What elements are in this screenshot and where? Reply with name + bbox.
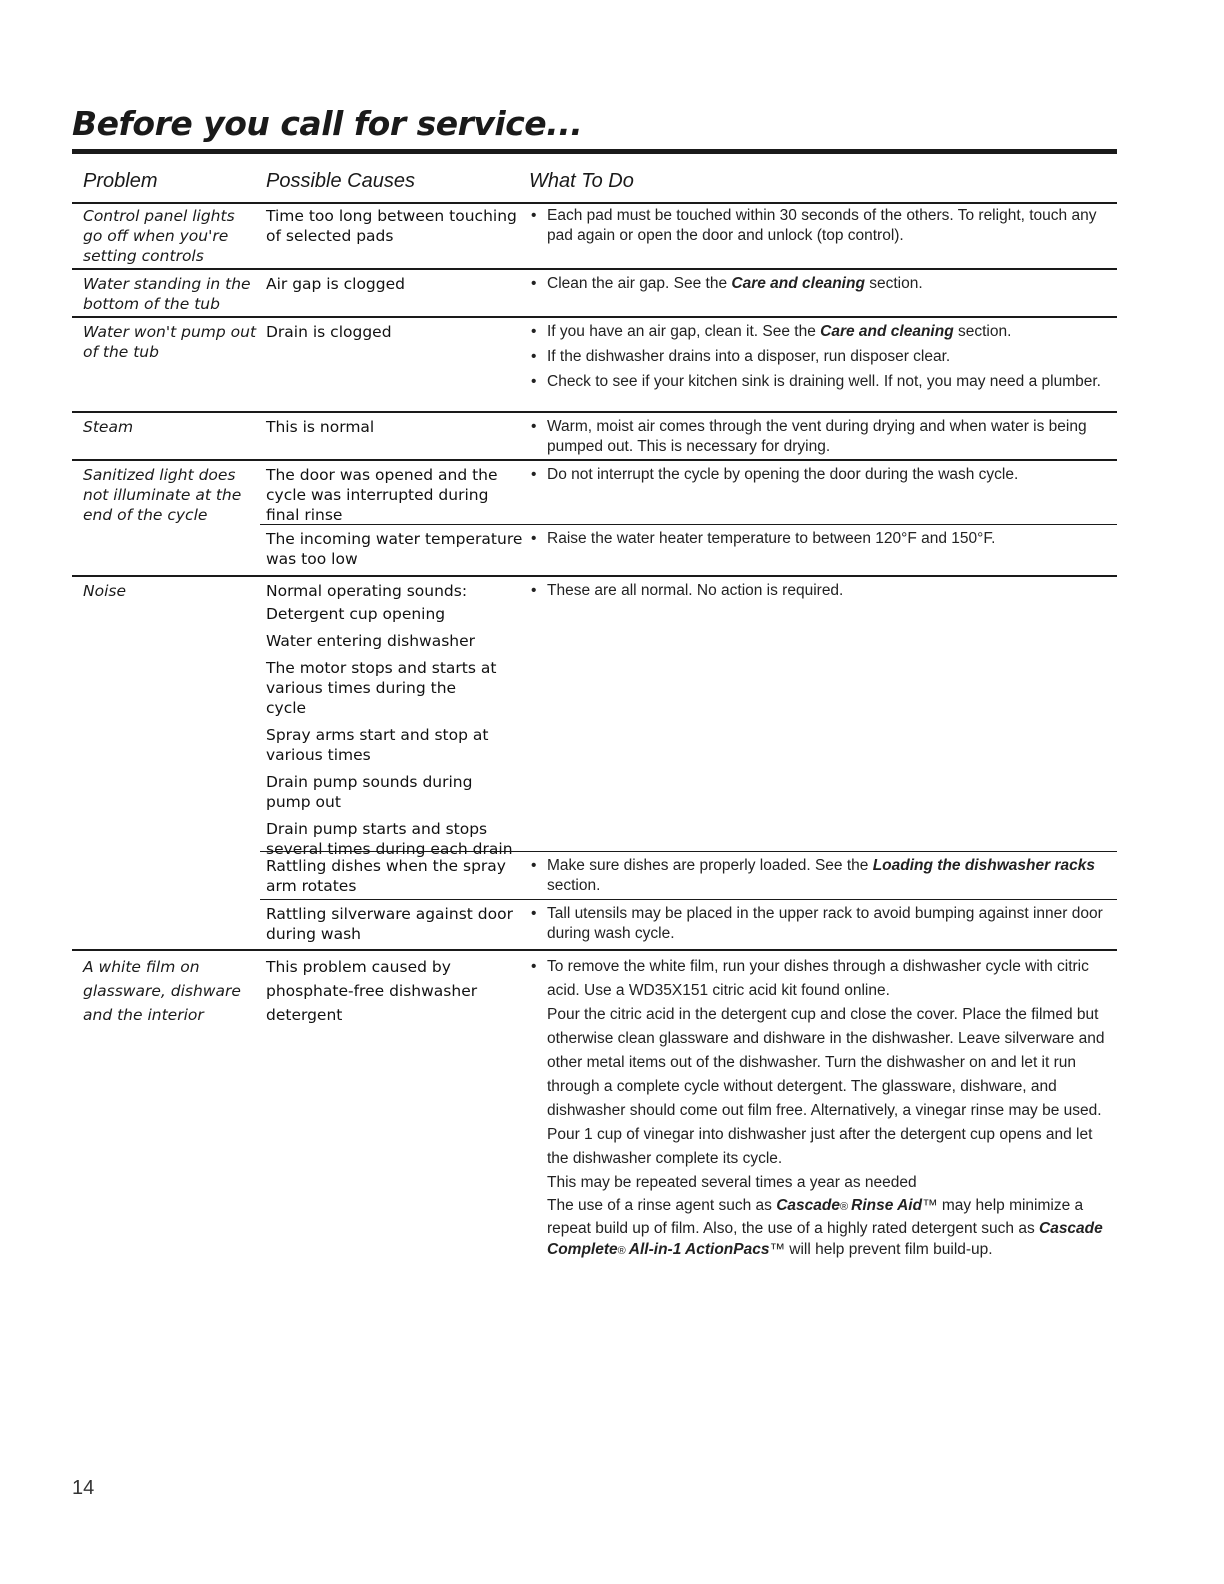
cause-cell: Rattling dishes when the spray arm rotates bbox=[266, 857, 506, 895]
cause-cell bbox=[266, 581, 526, 866]
todo-item: • If the dishwasher drains into a disposer, run disposer clear. bbox=[529, 347, 1117, 367]
header-what-to-do: What To Do bbox=[529, 170, 634, 192]
todo-text: ™ may help minimize a repeat build up of film. Also, the use of a highly rated detergent such as bbox=[547, 1197, 1084, 1237]
todo-cell bbox=[529, 955, 1117, 1266]
cause-item: Drain pump starts and stops several times during each drain bbox=[266, 820, 513, 858]
header-problem: Problem bbox=[83, 170, 158, 192]
problem-cell: Noise bbox=[83, 582, 126, 600]
todo-item: • Warm, moist air comes through the vent during drying and when water is being pumped out. This is necessary for drying. bbox=[529, 417, 1117, 457]
todo-cell bbox=[529, 206, 1117, 251]
todo-item: • Tall utensils may be placed in the upper rack to avoid bumping against inner door during wash cycle. bbox=[529, 904, 1117, 944]
table-row bbox=[72, 270, 1117, 318]
todo-cell bbox=[529, 904, 1117, 949]
problem-cell: Steam bbox=[83, 418, 134, 436]
problem-cell: Water standing in the bottom of the tub bbox=[83, 275, 251, 313]
todo-emphasis: Care and cleaning bbox=[731, 275, 865, 292]
cause-cell: The incoming water temperature was too low bbox=[266, 530, 523, 568]
page-number: 14 bbox=[72, 1477, 95, 1499]
todo-item: • To remove the white film, run your dishes through a dishwasher cycle with citric acid. Use a WD35X151 citric acid kit found online. bbox=[529, 955, 1117, 1003]
todo-emphasis: Loading the dishwasher racks bbox=[872, 857, 1095, 874]
table-header bbox=[72, 170, 1117, 204]
todo-paragraph: This may be repeated several times a year as needed bbox=[547, 1174, 917, 1191]
todo-text: section. bbox=[953, 323, 1012, 340]
todo-emphasis: Care and cleaning bbox=[820, 323, 954, 340]
todo-text: section. bbox=[864, 275, 923, 292]
table-row bbox=[72, 318, 1117, 413]
cause-cell: Rattling silverware against door during wash bbox=[266, 905, 513, 943]
cause-item: The motor stops and starts at various times during the cycle bbox=[266, 659, 497, 717]
todo-item: • Each pad must be touched within 30 seconds of the others. To relight, touch any pad again or open the door and unlock (top control). bbox=[529, 206, 1117, 246]
cause-item: Spray arms start and stop at various times bbox=[266, 726, 489, 764]
cause-item: Detergent cup opening bbox=[266, 605, 446, 623]
todo-paragraph bbox=[547, 1195, 1117, 1262]
todo-item: • Do not interrupt the cycle by opening the door during the wash cycle. bbox=[529, 465, 1117, 485]
header-possible-causes: Possible Causes bbox=[266, 170, 415, 192]
registered-mark: ® bbox=[839, 1201, 852, 1213]
todo-item bbox=[529, 322, 1117, 342]
todo-item: • Check to see if your kitchen sink is draining well. If not, you may need a plumber. bbox=[529, 372, 1117, 392]
todo-item: • These are all normal. No action is required. bbox=[529, 581, 1117, 601]
todo-cell bbox=[529, 529, 1117, 554]
cause-item: Normal operating sounds: bbox=[266, 582, 468, 600]
problem-cell: Water won't pump out of the tub bbox=[83, 323, 257, 361]
todo-text: Make sure dishes are properly loaded. See the bbox=[547, 857, 873, 874]
cause-cell: Time too long between touching of selected pads bbox=[266, 207, 517, 245]
title-rule bbox=[72, 149, 1117, 154]
todo-paragraph: Pour the citric acid in the detergent cup and close the cover. Place the filmed but otherwise clean glassware and dishware in the dishwasher. Leave silverware and other metal items out of the dishwasher. Turn the dishwasher on and let it run through a complete cycle without detergent. The glassware, dishware, and dishwasher should come out film free. Alternatively, a vinegar rinse may be used. Pour 1 cup of vinegar into dishwasher just after the detergent cup opens and let the dishwasher complete its cycle. bbox=[547, 1006, 1105, 1167]
cause-item: Water entering dishwasher bbox=[266, 632, 476, 650]
table-subrow bbox=[260, 899, 1117, 948]
todo-text: If you have an air gap, clean it. See the bbox=[547, 323, 821, 340]
todo-text: The use of a rinse agent such as bbox=[547, 1197, 777, 1214]
todo-cell bbox=[529, 322, 1117, 397]
todo-cell bbox=[529, 465, 1117, 490]
todo-cell bbox=[529, 274, 1117, 299]
todo-text: section. bbox=[547, 877, 601, 894]
cause-cell: This is normal bbox=[266, 418, 375, 436]
cause-cell: The door was opened and the cycle was interrupted during final rinse bbox=[266, 466, 498, 524]
cause-cell: This problem caused by phosphate-free dishwasher detergent bbox=[266, 958, 478, 1024]
table-subrow bbox=[260, 524, 1117, 574]
todo-item: • Raise the water heater temperature to between 120°F and 150°F. bbox=[529, 529, 1117, 549]
todo-cell bbox=[529, 417, 1117, 462]
table-row bbox=[72, 951, 1117, 1261]
todo-cell bbox=[529, 856, 1117, 901]
todo-item bbox=[529, 856, 1117, 896]
cause-cell: Air gap is clogged bbox=[266, 275, 405, 293]
todo-text: ™ will help prevent film build-up. bbox=[769, 1241, 993, 1258]
todo-cell bbox=[529, 581, 1117, 606]
page-title: Before you call for service... bbox=[72, 104, 583, 143]
brand-name: Rinse Aid bbox=[851, 1197, 923, 1214]
brand-name: Cascade Complete bbox=[547, 1220, 1103, 1258]
cause-item: Drain pump sounds during pump out bbox=[266, 773, 473, 811]
todo-text: Clean the air gap. See the bbox=[547, 275, 732, 292]
problem-cell: Control panel lights go off when you're setting controls bbox=[83, 207, 235, 265]
registered-mark: ® bbox=[617, 1245, 629, 1257]
table-row bbox=[72, 413, 1117, 461]
problem-cell: Sanitized light does not illuminate at the end of the cycle bbox=[83, 466, 242, 524]
table-subrow bbox=[260, 851, 1117, 899]
table-row bbox=[72, 202, 1117, 270]
problem-cell: A white film on glassware, dishware and the interior bbox=[83, 958, 241, 1024]
brand-name: Cascade bbox=[776, 1197, 840, 1214]
brand-name: All-in-1 ActionPacs bbox=[628, 1241, 770, 1258]
cause-cell: Drain is clogged bbox=[266, 323, 392, 341]
todo-item bbox=[529, 274, 1117, 294]
